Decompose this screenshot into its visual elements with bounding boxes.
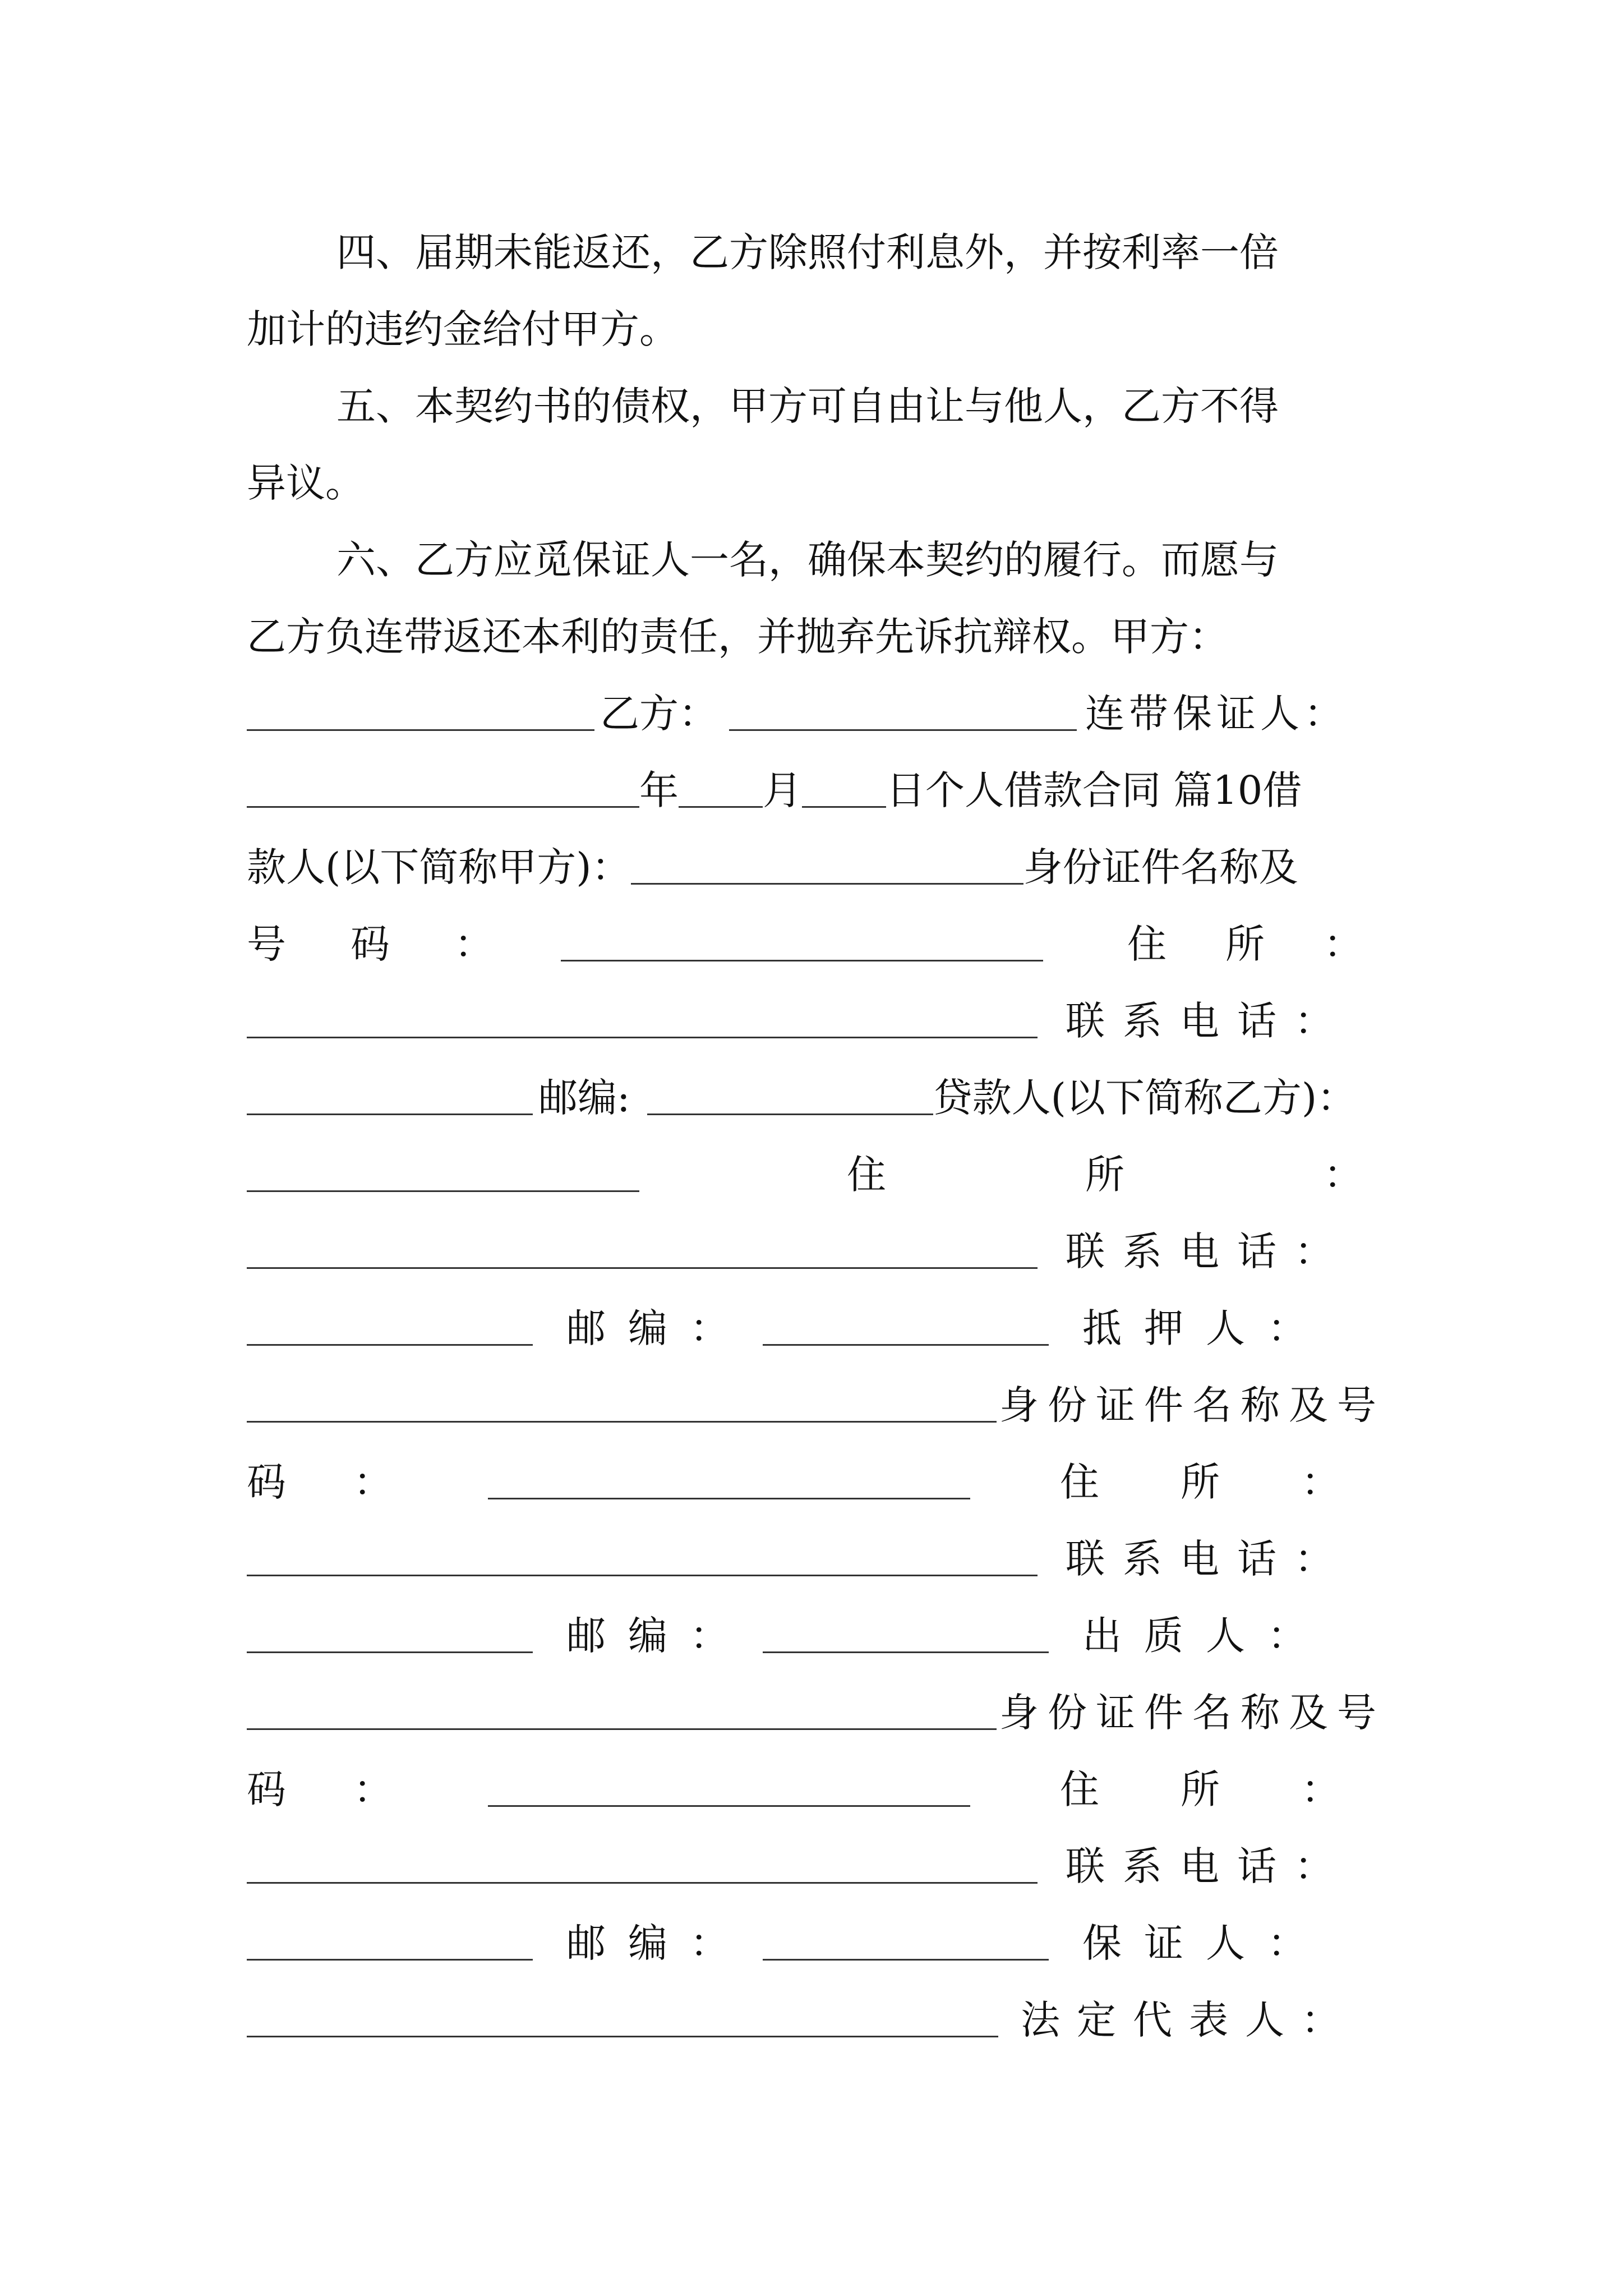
lender-phone-label: 联系电话： [1066, 1228, 1352, 1274]
mortgagor-idnum-line [247, 1434, 1385, 1505]
legal-rep-line [247, 1972, 1385, 2043]
postcode-label: 邮编: [538, 1075, 630, 1121]
mortgagor-postcode-blank[interactable] [763, 1651, 1049, 1653]
pledgor-phone-blank[interactable] [247, 1958, 533, 1961]
mortgagor-address-label: 住 所 ： [1060, 1459, 1340, 1505]
guarantor-blank[interactable] [247, 2035, 998, 2037]
mortgagor-phone-label: 联系电话： [1066, 1536, 1352, 1582]
mortgagor-idnum-blank[interactable] [488, 1497, 970, 1499]
clause-text: 五、本契约书的债权，甲方可自由让与他人，乙方不得 [336, 383, 1279, 429]
party-b-blank[interactable] [729, 729, 1077, 731]
mortgagor-ma-label: 码 ： [247, 1459, 393, 1505]
lender-blank[interactable] [247, 1190, 639, 1192]
lender-address-label: 住 所 ： [847, 1152, 1363, 1198]
clause-6-line-1 [247, 512, 1475, 583]
pledgor-blank[interactable] [247, 1728, 997, 1730]
clause-text: 乙方负连带返还本利的责任，并抛弃先诉抗辩权。甲方： [247, 614, 1228, 660]
clause-6-line-2 [247, 589, 1385, 660]
pledgor-ma-label: 码 ： [247, 1766, 393, 1812]
lender-line [247, 1050, 1385, 1121]
clause-text: 异议。 [247, 460, 365, 506]
pledgor-address-label: 住 所 ： [1060, 1766, 1340, 1812]
year-label: 年 [639, 767, 679, 813]
lender-address-blank[interactable] [247, 1267, 1038, 1269]
pledgor-line [247, 1588, 1385, 1659]
pledgor-postcode-label: 邮编： [566, 1920, 751, 1966]
address-blank[interactable] [247, 1036, 1038, 1038]
clause-text: 四、届期未能返还，乙方除照付利息外，并按利率一倍 [336, 229, 1279, 275]
day-blank[interactable] [802, 806, 886, 808]
lender-label: 贷款人(以下简称乙方)： [933, 1075, 1357, 1121]
borrower-blank[interactable] [631, 882, 1023, 885]
mortgagor-address-blank[interactable] [247, 1574, 1038, 1576]
postcode-blank[interactable] [647, 1113, 933, 1115]
legal-rep-label: 法定代表人： [1021, 1997, 1357, 2043]
id-number-label: 号 码 ： [247, 921, 494, 967]
pledgor-phone-label: 联系电话： [1066, 1843, 1352, 1889]
joint-guarantor-label: 连带保证人： [1085, 691, 1348, 737]
borrower-line [247, 820, 1385, 890]
pledgor-address-blank[interactable] [247, 1881, 1038, 1884]
lender-phone-line [247, 1204, 1385, 1274]
month-label: 月 [763, 767, 802, 813]
phone-blank[interactable] [247, 1113, 533, 1115]
clause-text: 六、乙方应觅保证人一名，确保本契约的履行。而愿与 [336, 537, 1279, 583]
address-label: 住 所 ： [1127, 921, 1363, 967]
clause-5-line-1 [247, 358, 1475, 429]
lender-postcode-blank[interactable] [763, 1343, 1049, 1346]
lender-phone-blank[interactable] [247, 1343, 533, 1346]
mortgagor-postcode-label: 邮编： [566, 1613, 751, 1659]
signature-line [247, 666, 1385, 737]
pledgor-id-line [247, 1665, 1385, 1736]
clause-4-line-2 [247, 282, 1385, 352]
date-title-line [247, 743, 1385, 813]
clause-5-line-2 [247, 435, 1385, 506]
pledgor-postcode-blank[interactable] [763, 1958, 1049, 1961]
day-title-text: 日个人借款合同 篇10借 [886, 767, 1302, 813]
borrower-id-line [247, 896, 1385, 967]
mortgagor-id-line [247, 1358, 1385, 1428]
party-a-blank[interactable] [247, 729, 594, 731]
lender-address-line [247, 1127, 1385, 1198]
mortgagor-blank[interactable] [247, 1420, 997, 1423]
pledgor-id-label: 身份证件名称及号 [999, 1690, 1385, 1736]
clause-text: 加计的违约金给付甲方。 [247, 306, 679, 352]
guarantor-label: 保证人： [1082, 1920, 1329, 1966]
borrower-label: 款人(以下简称甲方)： [247, 844, 631, 890]
pledgor-phone-line [247, 1819, 1385, 1889]
month-blank[interactable] [679, 806, 763, 808]
pledgor-label: 出质人： [1082, 1613, 1329, 1659]
mortgagor-label: 抵押人： [1082, 1305, 1329, 1351]
lender-postcode-label: 邮编： [566, 1305, 751, 1351]
mortgagor-id-label: 身份证件名称及号 [999, 1382, 1385, 1428]
borrower-phone-line [247, 973, 1385, 1044]
date-blank[interactable] [247, 806, 639, 808]
mortgagor-line [247, 1281, 1385, 1351]
pledgor-idnum-blank[interactable] [488, 1805, 970, 1807]
party-b-label: 乙方： [600, 691, 718, 737]
id-number-blank[interactable] [561, 959, 1043, 961]
mortgagor-phone-blank[interactable] [247, 1651, 533, 1653]
pledgor-idnum-line [247, 1742, 1385, 1812]
mortgagor-phone-line [247, 1511, 1385, 1582]
phone-label: 联系电话： [1066, 998, 1352, 1044]
clause-4-line-1 [247, 205, 1475, 275]
id-label: 身份证件名称及 [1023, 844, 1298, 890]
guarantor-line [247, 1895, 1385, 1966]
